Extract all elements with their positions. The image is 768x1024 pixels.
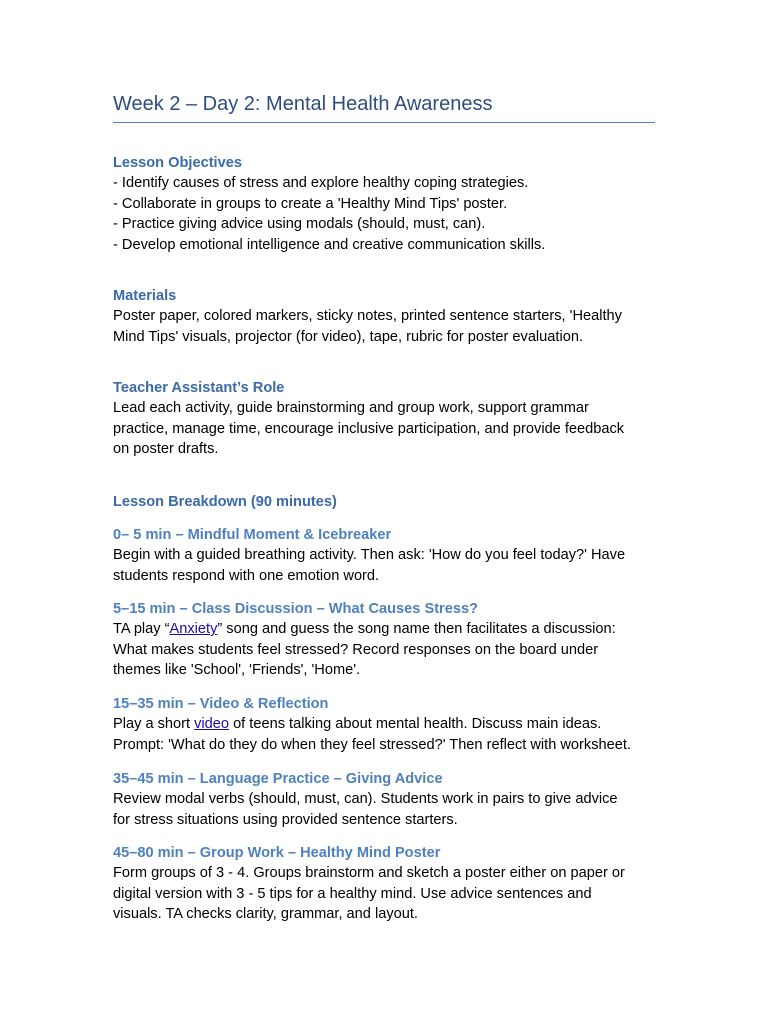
step-line: Begin with a guided breathing activity. Then ask: 'How do you feel today?' Have [113, 547, 626, 563]
step-line: visuals. TA checks clarity, grammar, and layout. [113, 906, 418, 922]
breakdown-step-3 [113, 694, 673, 755]
step-heading: 45–80 min – Group Work – Healthy Mind Poster [113, 845, 441, 861]
anxiety-song-link[interactable]: Anxiety [169, 621, 218, 637]
step-heading: 35–45 min – Language Practice – Giving Advice [113, 771, 443, 787]
objective-item: - Develop emotional intelligence and creative communication skills. [113, 236, 546, 253]
step-line [113, 714, 673, 735]
breakdown-heading: Lesson Breakdown (90 minutes) [113, 494, 337, 510]
step-heading: 15–35 min – Video & Reflection [113, 696, 329, 712]
breakdown-heading-block [113, 492, 673, 512]
step-line: Review modal verbs (should, must, can). Students work in pairs to give advice [113, 791, 618, 807]
step-heading: 0– 5 min – Mindful Moment & Icebreaker [113, 527, 392, 543]
step-line-text: of teens talking about mental health. Discuss main ideas. [229, 716, 602, 732]
materials-heading: Materials [113, 288, 177, 304]
step-line [113, 619, 673, 640]
step-heading: 5–15 min – Class Discussion – What Causes Stress? [113, 601, 479, 617]
step-text [113, 789, 673, 830]
breakdown-step-2 [113, 599, 673, 681]
step-text [113, 863, 673, 925]
materials-text [113, 306, 673, 347]
step-line-text: TA play “ [113, 621, 170, 637]
step-line-text: Play a short [113, 716, 195, 732]
ta-role-line: on poster drafts. [113, 441, 219, 457]
objective-item: - Collaborate in groups to create a 'Healthy Mind Tips' poster. [113, 195, 508, 212]
ta-role-line: practice, manage time, encourage inclusive participation, and provide feedback [113, 420, 625, 437]
ta-role-line: Lead each activity, guide brainstorming and group work, support grammar [113, 400, 589, 416]
video-link[interactable]: video [194, 716, 230, 732]
ta-role-text [113, 398, 673, 460]
ta-role-heading: Teacher Assistant’s Role [113, 380, 285, 396]
objectives-section [113, 153, 673, 255]
objective-item: - Identify causes of stress and explore healthy coping strategies. [113, 175, 529, 191]
ta-role-section [113, 378, 673, 460]
objective-item: - Practice giving advice using modals (should, must, can). [113, 216, 486, 232]
materials-line: Poster paper, colored markers, sticky notes, printed sentence starters, 'Healthy [113, 308, 622, 324]
breakdown-step-1 [113, 525, 673, 586]
step-line: Form groups of 3 - 4. Groups brainstorm and sketch a poster either on paper or [113, 865, 625, 881]
materials-line: Mind Tips' visuals, projector (for video), tape, rubric for poster evaluation. [113, 328, 583, 345]
step-text [113, 714, 673, 755]
step-line-text: ” song and guess the song name then facilitates a discussion: [217, 621, 616, 637]
objectives-list [113, 173, 673, 255]
page-title: Week 2 – Day 2: Mental Health Awareness [113, 91, 655, 123]
step-line: for stress situations using provided sentence starters. [113, 811, 458, 828]
materials-section [113, 286, 673, 347]
step-line: What makes students feel stressed? Record responses on the board under [113, 641, 599, 658]
step-line: Prompt: 'What do they do when they feel stressed?' Then reflect with worksheet. [113, 736, 631, 753]
breakdown-step-5 [113, 843, 673, 925]
step-line: digital version with 3 - 5 tips for a healthy mind. Use advice sentences and [113, 885, 592, 902]
step-line: students respond with one emotion word. [113, 567, 380, 584]
objectives-heading: Lesson Objectives [113, 155, 242, 171]
breakdown-step-4 [113, 769, 673, 830]
step-line: themes like 'School', 'Friends', 'Home'. [113, 662, 361, 678]
step-text [113, 619, 673, 681]
step-text [113, 545, 673, 586]
